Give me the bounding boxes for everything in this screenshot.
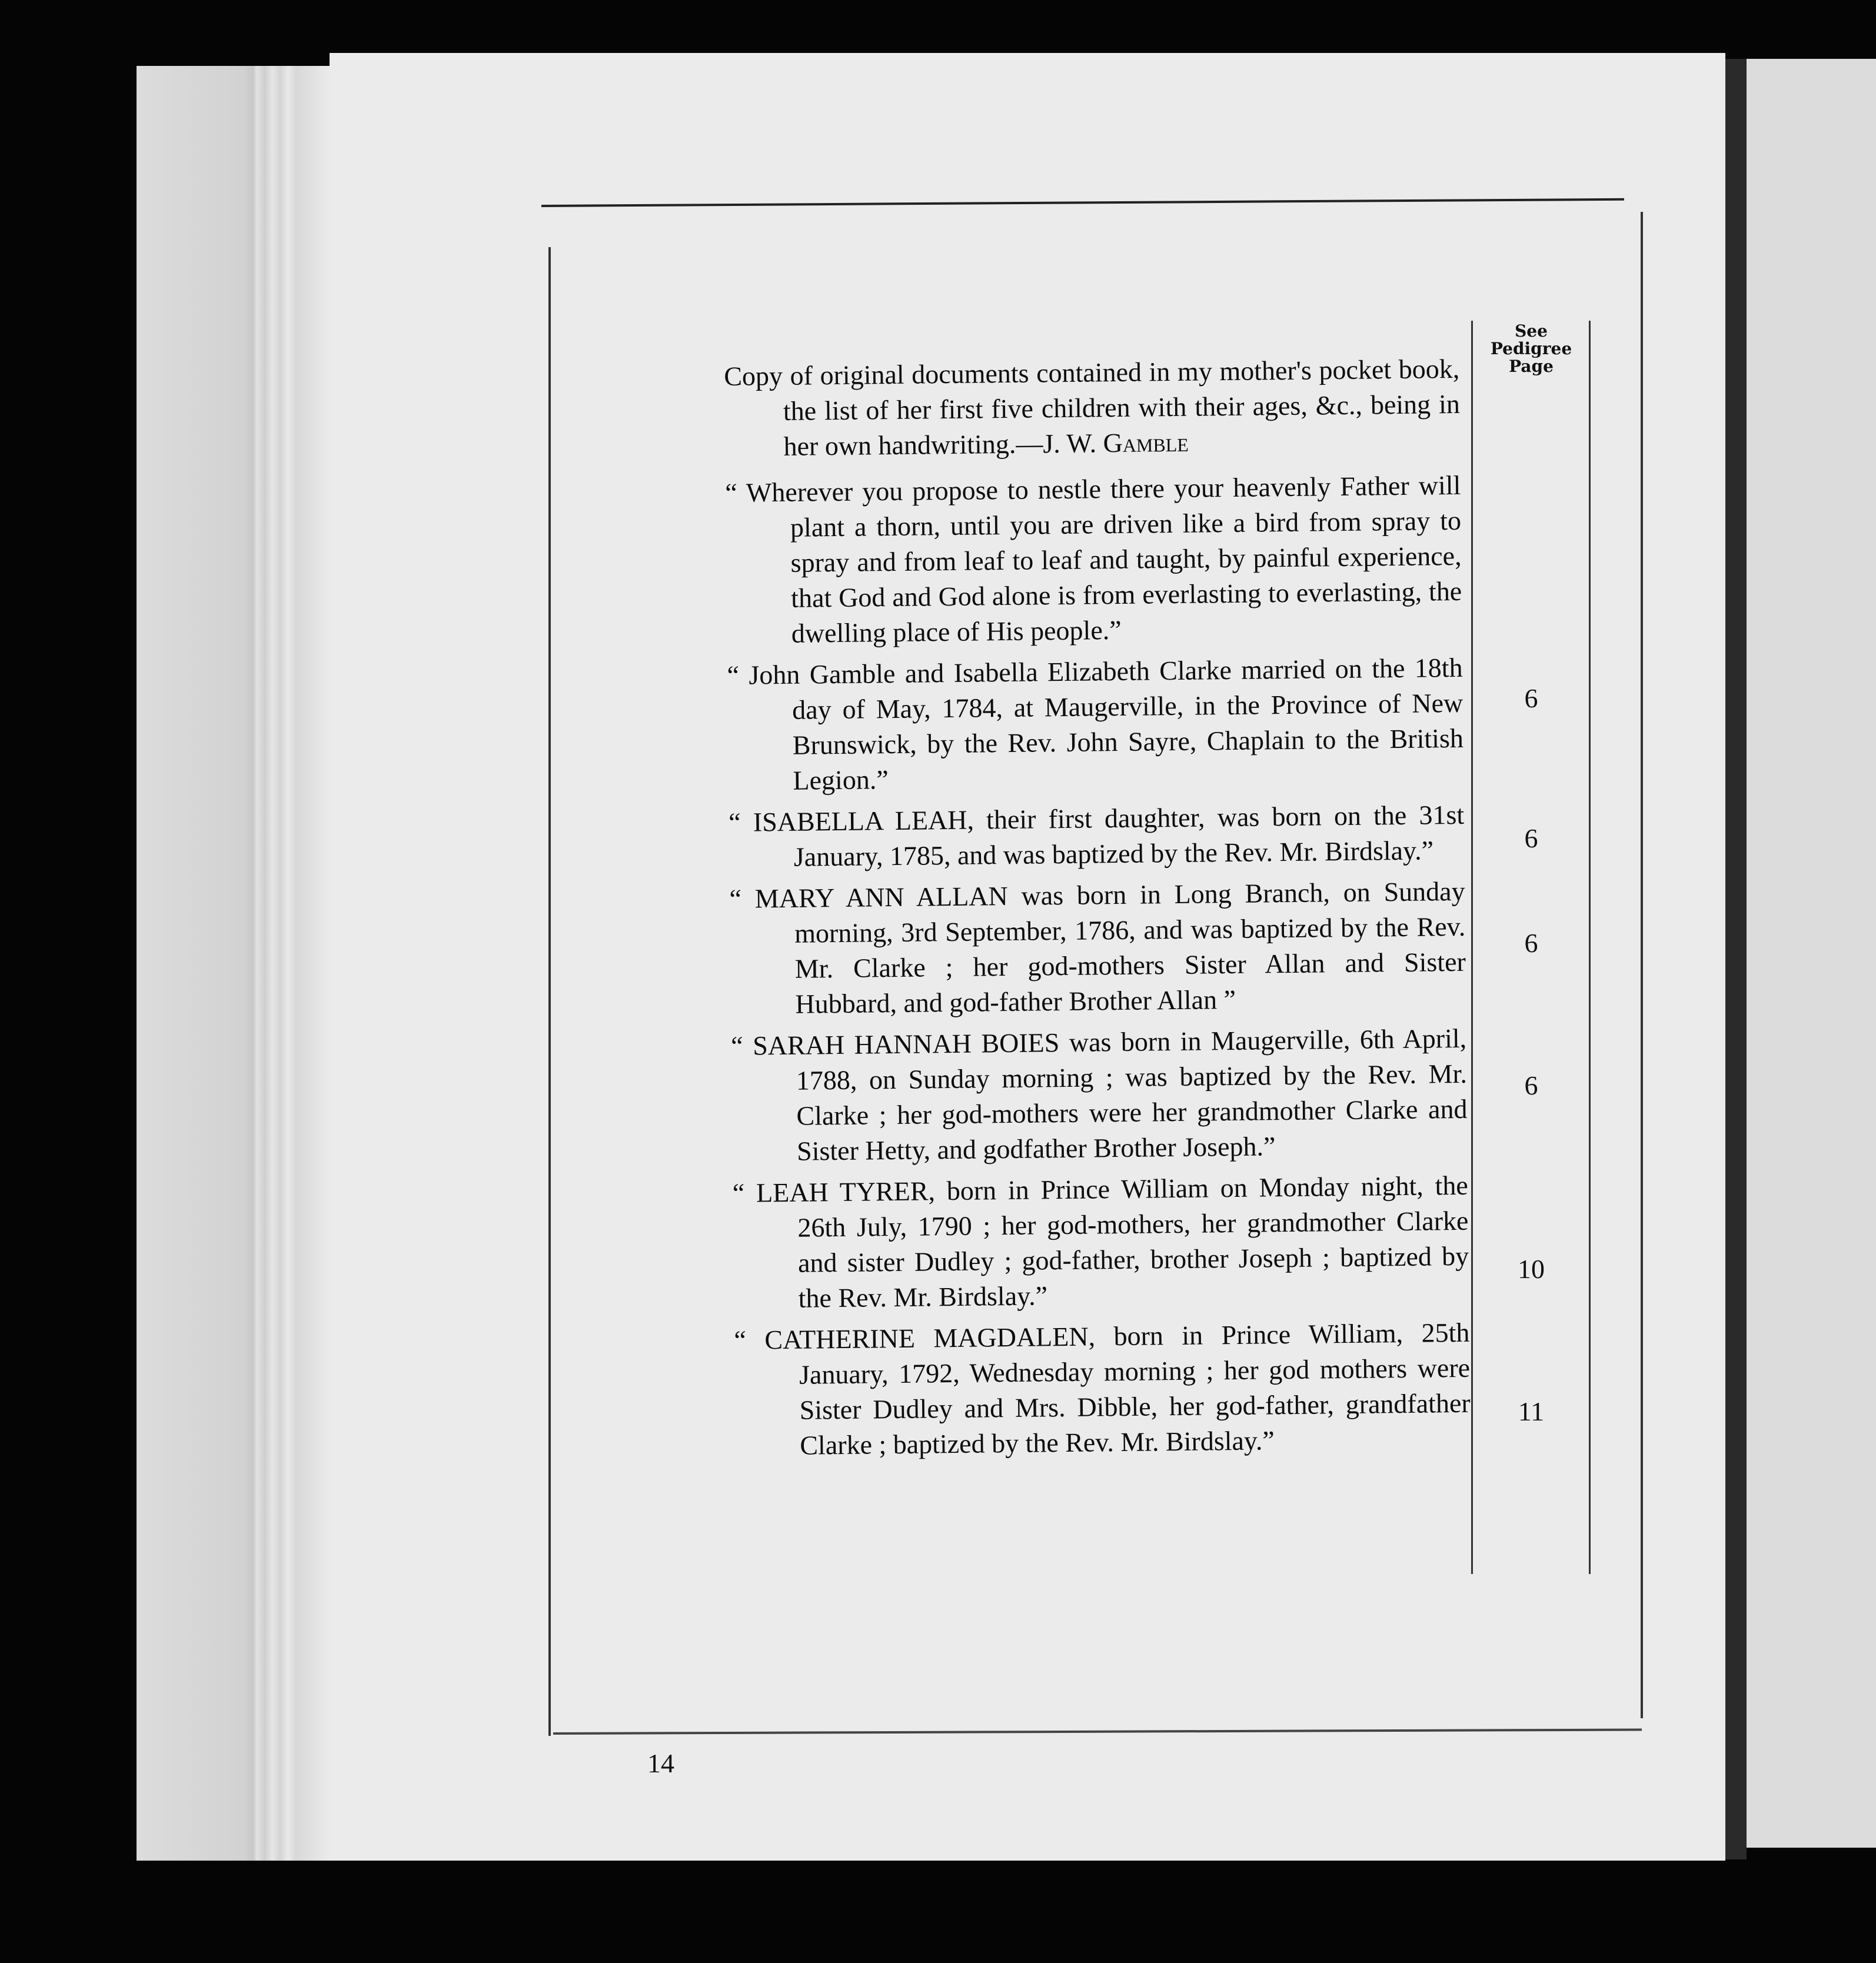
intro-paragraph <box>724 351 1461 465</box>
page-edges <box>137 66 331 1861</box>
entry-paragraph: “ CATHERINE MAGDALEN, born in Prince William, 25th January, 1792, Wednesday morning ; her god mothers were Sister Dudley and Mrs. Dibble, her god-father, grandfather Clarke ; baptized by the Rev. Mr. Birdslay.” <box>734 1317 1471 1460</box>
entry-paragraph: “ ISABELLA LEAH, their first daughter, was born on the 31st January, 1785, and was baptized by the Rev. Mr. Birdslay.” <box>728 799 1465 872</box>
pedigree-page-number: 6 <box>1524 1070 1538 1100</box>
entry-paragraph: “ John Gamble and Isabella Elizabeth Clarke married on the 18th day of May, 1784, at Maugerville, in the Province of New Brunswick, by the Rev. John Sayre, Chaplain to the British Legion.” <box>727 652 1464 796</box>
entry-paragraph: “ SARAH HANNAH BOIES was born in Maugerville, 6th April, 1788, on Sunday morning ; was baptized by the Rev. Mr. Clarke ; her god-mothers were her grandmother Clarke and Sister Hetty, and godfather Brother Joseph.” <box>730 1023 1468 1166</box>
entry-paragraph: “ LEAH TYRER, born in Prince William on Monday night, the 26th July, 1790 ; her god-mothers, her grandmother Clarke and sister Dudley ; god-father, brother Joseph ; baptized by the Rev. Mr. Birdslay.” <box>732 1170 1469 1313</box>
entry-paragraph: “ MARY ANN ALLAN was born in Long Branch, on Sunday morning, 3rd September, 1786, and was baptized by the Rev. Mr. Clarke ; her god-mothers Sister Allan and Sister Hubbard, and god-father Brother Allan ” <box>729 876 1466 1019</box>
document-body <box>724 351 1471 1470</box>
facing-page-edge <box>1747 59 1876 1848</box>
frame-right-rule <box>1641 212 1643 1718</box>
pedigree-column-right-rule <box>1589 321 1591 1574</box>
intro-text: Copy of original documents contained in my mother's pocket book, the list of her first five children with their ages, &c., being in her own handwriting.— <box>724 353 1461 461</box>
entry-paragraph: “ Wherever you propose to nestle there your heavenly Father will plant a thorn, until you are driven like a bird from spray to spray and from leaf to leaf and taught, by painful experience, that God and God alone is from everlasting to everlasting, the dwelling place of His people.” <box>725 470 1462 648</box>
pedigree-page-number: 10 <box>1518 1254 1545 1284</box>
pedigree-column-left-rule <box>1471 321 1473 1574</box>
folio-number: 14 <box>647 1748 674 1778</box>
pedigree-page-number: 11 <box>1518 1396 1545 1426</box>
pedigree-page-number: 6 <box>1524 683 1538 713</box>
book-spine-shadow <box>1725 59 1747 1859</box>
pedigree-page-number: 6 <box>1524 823 1538 853</box>
pedigree-page-number: 6 <box>1524 928 1538 958</box>
pedigree-column-header: See Pedigree Page <box>1490 321 1572 376</box>
intro-signature: J. W. Gamble <box>1043 427 1189 459</box>
frame-left-rule <box>548 247 551 1736</box>
